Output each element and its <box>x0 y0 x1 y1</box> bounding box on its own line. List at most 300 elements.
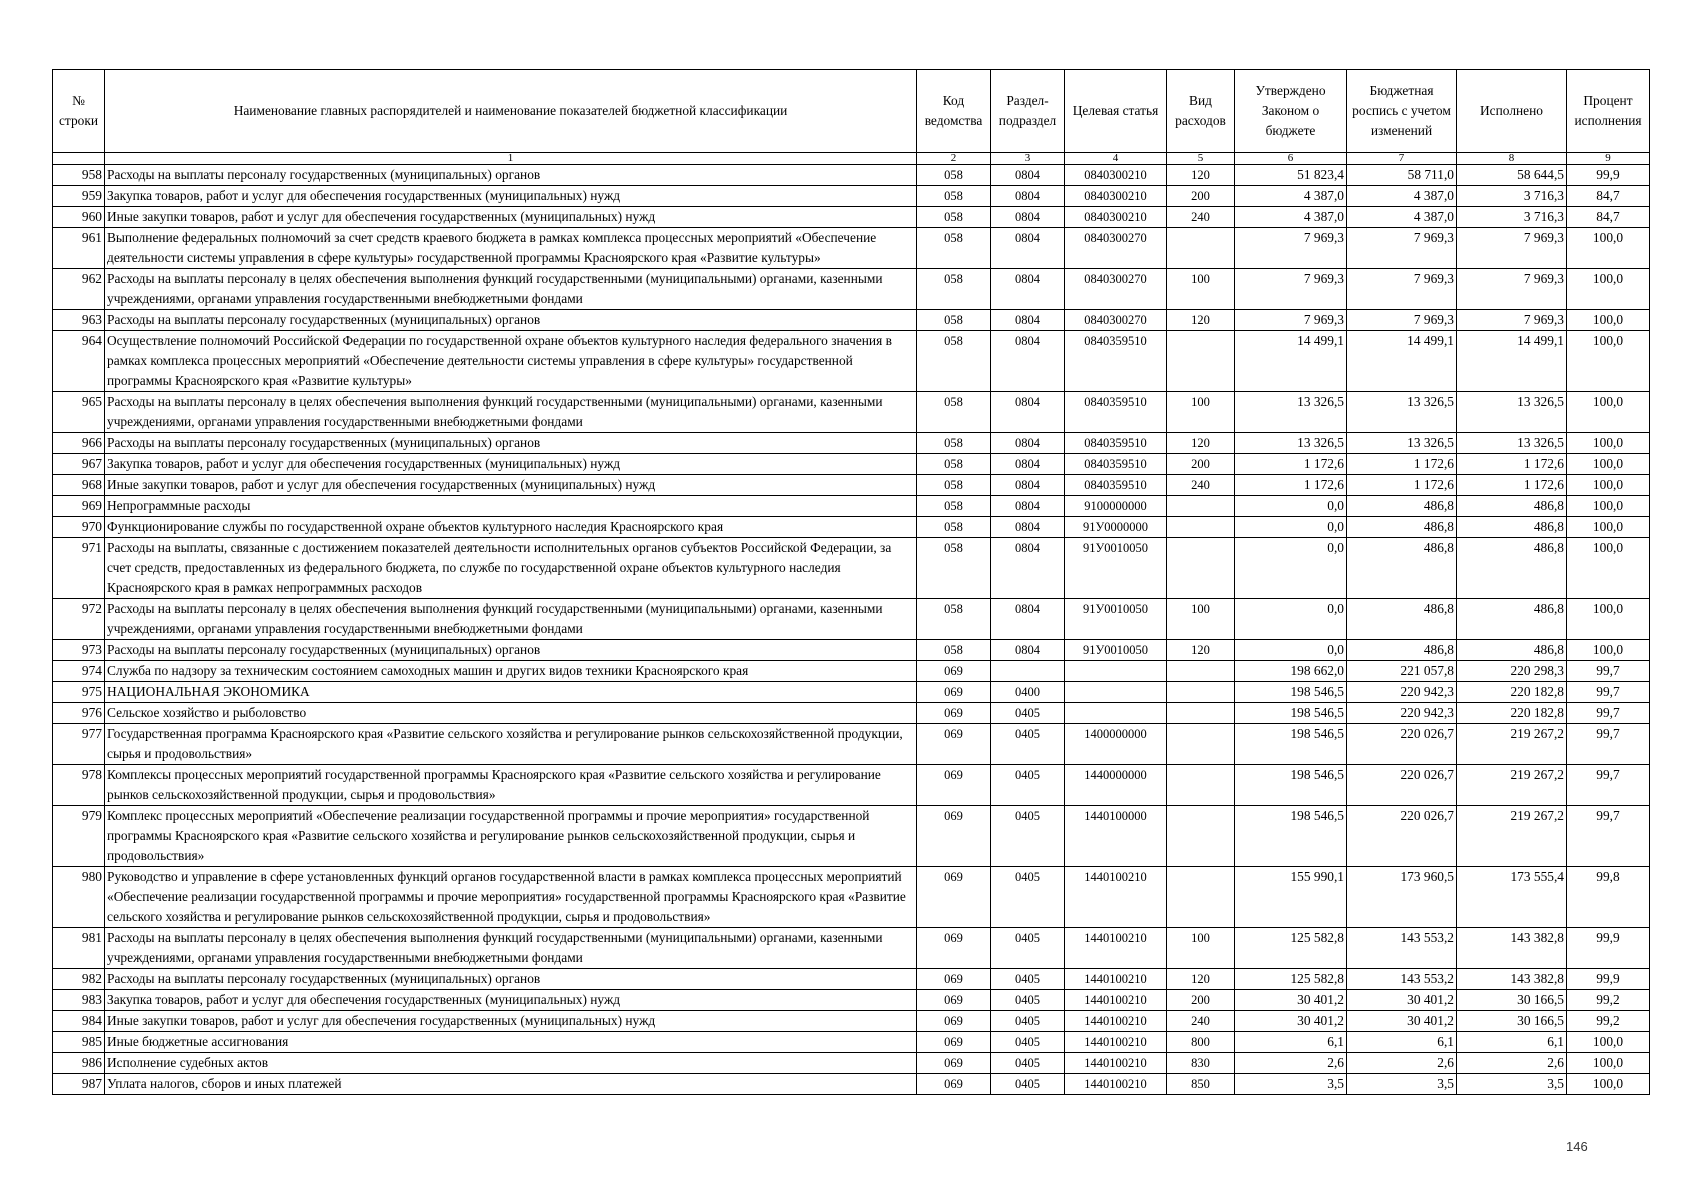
section-cell: 0804 <box>991 496 1065 517</box>
indicator-name-cell: Закупка товаров, работ и услуг для обеспечения государственных (муниципальных) нужд <box>105 186 917 207</box>
expense-type-cell <box>1167 228 1235 269</box>
target-article-cell <box>1065 661 1167 682</box>
expense-type-cell: 200 <box>1167 990 1235 1011</box>
section-cell: 0804 <box>991 640 1065 661</box>
table-row <box>53 640 1650 661</box>
executed-amount-cell: 143 382,8 <box>1457 928 1567 969</box>
executed-amount-cell: 30 166,5 <box>1457 1011 1567 1032</box>
dept-code-cell: 058 <box>917 496 991 517</box>
target-article-cell: 1440100210 <box>1065 928 1167 969</box>
row-number-cell: 959 <box>53 186 105 207</box>
dept-code-cell: 058 <box>917 475 991 496</box>
table-row <box>53 599 1650 640</box>
section-cell: 0405 <box>991 765 1065 806</box>
expense-type-cell <box>1167 703 1235 724</box>
table-row <box>53 806 1650 867</box>
header-executed: Исполнено <box>1457 70 1567 153</box>
page-number: 146 <box>1566 1139 1588 1154</box>
target-article-cell: 1440100210 <box>1065 990 1167 1011</box>
executed-amount-cell: 1 172,6 <box>1457 454 1567 475</box>
row-number-cell: 973 <box>53 640 105 661</box>
table-row <box>53 1074 1650 1095</box>
target-article-cell: 0840359510 <box>1065 433 1167 454</box>
col-number: 1 <box>105 153 917 165</box>
row-number-cell: 982 <box>53 969 105 990</box>
table-row <box>53 269 1650 310</box>
row-number-cell: 983 <box>53 990 105 1011</box>
section-cell: 0804 <box>991 331 1065 392</box>
budget-list-amount-cell: 6,1 <box>1347 1032 1457 1053</box>
row-number-cell: 961 <box>53 228 105 269</box>
dept-code-cell: 069 <box>917 703 991 724</box>
dept-code-cell: 069 <box>917 724 991 765</box>
indicator-name-cell: Закупка товаров, работ и услуг для обеспечения государственных (муниципальных) нужд <box>105 990 917 1011</box>
budget-list-amount-cell: 7 969,3 <box>1347 228 1457 269</box>
budget-list-amount-cell: 2,6 <box>1347 1053 1457 1074</box>
budget-list-amount-cell: 486,8 <box>1347 599 1457 640</box>
approved-amount-cell: 7 969,3 <box>1235 269 1347 310</box>
target-article-cell: 91У0010050 <box>1065 599 1167 640</box>
indicator-name-cell: Расходы на выплаты, связанные с достижением показателей деятельности исполнительных органов субъектов Российской Федерации, за счет средств, предоставленных из федерального бюджета, по службе по государственной охране объектов культурного наследия Красноярского края в рамках непрограммных расходов <box>105 538 917 599</box>
dept-code-cell: 069 <box>917 765 991 806</box>
executed-amount-cell: 30 166,5 <box>1457 990 1567 1011</box>
table-row <box>53 703 1650 724</box>
dept-code-cell: 058 <box>917 186 991 207</box>
executed-amount-cell: 7 969,3 <box>1457 269 1567 310</box>
indicator-name-cell: Уплата налогов, сборов и иных платежей <box>105 1074 917 1095</box>
section-cell: 0405 <box>991 806 1065 867</box>
approved-amount-cell: 198 546,5 <box>1235 806 1347 867</box>
percent-cell: 99,2 <box>1567 990 1650 1011</box>
executed-amount-cell: 220 298,3 <box>1457 661 1567 682</box>
section-cell: 0804 <box>991 207 1065 228</box>
percent-cell: 100,0 <box>1567 475 1650 496</box>
percent-cell: 100,0 <box>1567 538 1650 599</box>
section-cell: 0405 <box>991 990 1065 1011</box>
dept-code-cell: 058 <box>917 392 991 433</box>
row-number-cell: 977 <box>53 724 105 765</box>
budget-list-amount-cell: 13 326,5 <box>1347 392 1457 433</box>
executed-amount-cell: 58 644,5 <box>1457 165 1567 186</box>
expense-type-cell: 830 <box>1167 1053 1235 1074</box>
indicator-name-cell: Функционирование службы по государственной охране объектов культурного наследия Красноярского края <box>105 517 917 538</box>
executed-amount-cell: 220 182,8 <box>1457 682 1567 703</box>
section-cell: 0804 <box>991 269 1065 310</box>
executed-amount-cell: 219 267,2 <box>1457 765 1567 806</box>
expense-type-cell <box>1167 661 1235 682</box>
approved-amount-cell: 198 546,5 <box>1235 724 1347 765</box>
expense-type-cell: 850 <box>1167 1074 1235 1095</box>
target-article-cell: 1440100210 <box>1065 867 1167 928</box>
table-row <box>53 969 1650 990</box>
target-article-cell: 91У0000000 <box>1065 517 1167 538</box>
budget-list-amount-cell: 220 026,7 <box>1347 765 1457 806</box>
dept-code-cell: 058 <box>917 165 991 186</box>
approved-amount-cell: 0,0 <box>1235 599 1347 640</box>
indicator-name-cell: Сельское хозяйство и рыболовство <box>105 703 917 724</box>
row-number-cell: 964 <box>53 331 105 392</box>
row-number-cell: 972 <box>53 599 105 640</box>
dept-code-cell: 069 <box>917 1032 991 1053</box>
header-percent: Процент исполнения <box>1567 70 1650 153</box>
target-article-cell: 9100000000 <box>1065 496 1167 517</box>
section-cell: 0804 <box>991 599 1065 640</box>
section-cell: 0405 <box>991 1053 1065 1074</box>
row-number-cell: 987 <box>53 1074 105 1095</box>
expense-type-cell <box>1167 538 1235 599</box>
budget-list-amount-cell: 30 401,2 <box>1347 990 1457 1011</box>
executed-amount-cell: 173 555,4 <box>1457 867 1567 928</box>
approved-amount-cell: 14 499,1 <box>1235 331 1347 392</box>
percent-cell: 99,7 <box>1567 724 1650 765</box>
table-row <box>53 538 1650 599</box>
row-number-cell: 980 <box>53 867 105 928</box>
section-cell: 0804 <box>991 538 1065 599</box>
section-cell: 0804 <box>991 310 1065 331</box>
approved-amount-cell: 0,0 <box>1235 517 1347 538</box>
indicator-name-cell: Расходы на выплаты персоналу государственных (муниципальных) органов <box>105 165 917 186</box>
budget-list-amount-cell: 58 711,0 <box>1347 165 1457 186</box>
percent-cell: 99,9 <box>1567 928 1650 969</box>
indicator-name-cell: Служба по надзору за техническим состоянием самоходных машин и других видов техники Красноярского края <box>105 661 917 682</box>
expense-type-cell <box>1167 806 1235 867</box>
approved-amount-cell: 4 387,0 <box>1235 186 1347 207</box>
indicator-name-cell: Иные закупки товаров, работ и услуг для обеспечения государственных (муниципальных) нужд <box>105 1011 917 1032</box>
executed-amount-cell: 7 969,3 <box>1457 310 1567 331</box>
executed-amount-cell: 486,8 <box>1457 538 1567 599</box>
approved-amount-cell: 198 546,5 <box>1235 682 1347 703</box>
table-row <box>53 496 1650 517</box>
budget-list-amount-cell: 14 499,1 <box>1347 331 1457 392</box>
indicator-name-cell: Расходы на выплаты персоналу государственных (муниципальных) органов <box>105 310 917 331</box>
row-number-cell: 965 <box>53 392 105 433</box>
row-number-cell: 986 <box>53 1053 105 1074</box>
target-article-cell: 1440100210 <box>1065 969 1167 990</box>
table-row <box>53 433 1650 454</box>
percent-cell: 100,0 <box>1567 454 1650 475</box>
indicator-name-cell: Непрограммные расходы <box>105 496 917 517</box>
executed-amount-cell: 7 969,3 <box>1457 228 1567 269</box>
executed-amount-cell: 14 499,1 <box>1457 331 1567 392</box>
header-name: Наименование главных распорядителей и наименование показателей бюджетной классификации <box>105 70 917 153</box>
approved-amount-cell: 0,0 <box>1235 496 1347 517</box>
target-article-cell: 1440100210 <box>1065 1032 1167 1053</box>
target-article-cell: 0840359510 <box>1065 475 1167 496</box>
budget-list-amount-cell: 220 026,7 <box>1347 724 1457 765</box>
target-article-cell: 1440000000 <box>1065 765 1167 806</box>
table-row <box>53 186 1650 207</box>
target-article-cell: 1440100210 <box>1065 1074 1167 1095</box>
dept-code-cell: 058 <box>917 640 991 661</box>
expense-type-cell <box>1167 724 1235 765</box>
expense-type-cell: 200 <box>1167 454 1235 475</box>
approved-amount-cell: 30 401,2 <box>1235 1011 1347 1032</box>
indicator-name-cell: Иные бюджетные ассигнования <box>105 1032 917 1053</box>
percent-cell: 84,7 <box>1567 207 1650 228</box>
target-article-cell: 0840300210 <box>1065 165 1167 186</box>
table-row <box>53 682 1650 703</box>
table-row <box>53 392 1650 433</box>
percent-cell: 100,0 <box>1567 228 1650 269</box>
dept-code-cell: 058 <box>917 310 991 331</box>
table-row <box>53 724 1650 765</box>
target-article-cell <box>1065 682 1167 703</box>
indicator-name-cell: Расходы на выплаты персоналу в целях обеспечения выполнения функций государственными (муниципальными) органами, казенными учреждениями, органами управления государственными внебюджетными фондами <box>105 392 917 433</box>
approved-amount-cell: 2,6 <box>1235 1053 1347 1074</box>
executed-amount-cell: 6,1 <box>1457 1032 1567 1053</box>
approved-amount-cell: 6,1 <box>1235 1032 1347 1053</box>
approved-amount-cell: 198 546,5 <box>1235 703 1347 724</box>
percent-cell: 100,0 <box>1567 496 1650 517</box>
row-number-cell: 968 <box>53 475 105 496</box>
col-number: 4 <box>1065 153 1167 165</box>
row-number-cell: 962 <box>53 269 105 310</box>
percent-cell: 99,2 <box>1567 1011 1650 1032</box>
executed-amount-cell: 3 716,3 <box>1457 186 1567 207</box>
table-row <box>53 207 1650 228</box>
indicator-name-cell: Руководство и управление в сфере установленных функций органов государственной власти в рамках комплекса процессных мероприятий «Обеспечение реализации государственной программы и прочие мероприятия» государственной программы Красноярского края «Развитие сельского хозяйства и регулирование рынков сельскохозяйственной продукции, сырья и продовольствия» <box>105 867 917 928</box>
section-cell: 0405 <box>991 1032 1065 1053</box>
indicator-name-cell: НАЦИОНАЛЬНАЯ ЭКОНОМИКА <box>105 682 917 703</box>
approved-amount-cell: 125 582,8 <box>1235 928 1347 969</box>
budget-list-amount-cell: 221 057,8 <box>1347 661 1457 682</box>
expense-type-cell <box>1167 517 1235 538</box>
budget-list-amount-cell: 173 960,5 <box>1347 867 1457 928</box>
budget-list-amount-cell: 30 401,2 <box>1347 1011 1457 1032</box>
percent-cell: 100,0 <box>1567 331 1650 392</box>
dept-code-cell: 058 <box>917 433 991 454</box>
dept-code-cell: 069 <box>917 928 991 969</box>
section-cell: 0405 <box>991 969 1065 990</box>
header-dept-code: Код ведомства <box>917 70 991 153</box>
header-expense-type: Вид расходов <box>1167 70 1235 153</box>
row-number-cell: 970 <box>53 517 105 538</box>
dept-code-cell: 069 <box>917 969 991 990</box>
target-article-cell: 1400000000 <box>1065 724 1167 765</box>
dept-code-cell: 069 <box>917 806 991 867</box>
row-number-cell: 967 <box>53 454 105 475</box>
row-number-cell: 981 <box>53 928 105 969</box>
percent-cell: 100,0 <box>1567 1074 1650 1095</box>
approved-amount-cell: 7 969,3 <box>1235 310 1347 331</box>
expense-type-cell <box>1167 331 1235 392</box>
expense-type-cell: 100 <box>1167 269 1235 310</box>
indicator-name-cell: Закупка товаров, работ и услуг для обеспечения государственных (муниципальных) нужд <box>105 454 917 475</box>
table-body <box>53 165 1650 1095</box>
budget-list-amount-cell: 220 942,3 <box>1347 682 1457 703</box>
expense-type-cell: 240 <box>1167 475 1235 496</box>
row-number-cell: 984 <box>53 1011 105 1032</box>
approved-amount-cell: 3,5 <box>1235 1074 1347 1095</box>
percent-cell: 99,7 <box>1567 765 1650 806</box>
section-cell: 0400 <box>991 682 1065 703</box>
section-cell: 0804 <box>991 517 1065 538</box>
expense-type-cell <box>1167 496 1235 517</box>
section-cell: 0405 <box>991 928 1065 969</box>
target-article-cell: 1440100210 <box>1065 1011 1167 1032</box>
budget-list-amount-cell: 486,8 <box>1347 640 1457 661</box>
row-number-cell: 974 <box>53 661 105 682</box>
table-row <box>53 1032 1650 1053</box>
header-row <box>53 70 1650 153</box>
table-row <box>53 310 1650 331</box>
approved-amount-cell: 0,0 <box>1235 640 1347 661</box>
percent-cell: 99,7 <box>1567 682 1650 703</box>
approved-amount-cell: 155 990,1 <box>1235 867 1347 928</box>
budget-list-amount-cell: 486,8 <box>1347 496 1457 517</box>
section-cell: 0405 <box>991 867 1065 928</box>
expense-type-cell <box>1167 682 1235 703</box>
budget-execution-table <box>52 69 1650 1095</box>
percent-cell: 100,0 <box>1567 1053 1650 1074</box>
indicator-name-cell: Расходы на выплаты персоналу в целях обеспечения выполнения функций государственными (муниципальными) органами, казенными учреждениями, органами управления государственными внебюджетными фондами <box>105 269 917 310</box>
executed-amount-cell: 486,8 <box>1457 496 1567 517</box>
header-target-article: Целевая статья <box>1065 70 1167 153</box>
dept-code-cell: 069 <box>917 1074 991 1095</box>
expense-type-cell: 120 <box>1167 433 1235 454</box>
executed-amount-cell: 143 382,8 <box>1457 969 1567 990</box>
expense-type-cell: 100 <box>1167 928 1235 969</box>
approved-amount-cell: 198 546,5 <box>1235 765 1347 806</box>
executed-amount-cell: 220 182,8 <box>1457 703 1567 724</box>
target-article-cell: 0840300270 <box>1065 310 1167 331</box>
table-row <box>53 990 1650 1011</box>
row-number-cell: 969 <box>53 496 105 517</box>
dept-code-cell: 058 <box>917 228 991 269</box>
col-number: 2 <box>917 153 991 165</box>
approved-amount-cell: 51 823,4 <box>1235 165 1347 186</box>
target-article-cell: 91У0010050 <box>1065 538 1167 599</box>
section-cell: 0405 <box>991 1074 1065 1095</box>
indicator-name-cell: Выполнение федеральных полномочий за счет средств краевого бюджета в рамках комплекса процессных мероприятий «Обеспечение деятельности системы управления в сфере культуры» государственной программы Красноярского края «Развитие культуры» <box>105 228 917 269</box>
indicator-name-cell: Расходы на выплаты персоналу в целях обеспечения выполнения функций государственными (муниципальными) органами, казенными учреждениями, органами управления государственными внебюджетными фондами <box>105 599 917 640</box>
row-number-cell: 971 <box>53 538 105 599</box>
target-article-cell: 0840300270 <box>1065 269 1167 310</box>
section-cell: 0804 <box>991 392 1065 433</box>
executed-amount-cell: 486,8 <box>1457 640 1567 661</box>
table-row <box>53 454 1650 475</box>
executed-amount-cell: 13 326,5 <box>1457 392 1567 433</box>
section-cell <box>991 661 1065 682</box>
expense-type-cell: 100 <box>1167 392 1235 433</box>
dept-code-cell: 058 <box>917 454 991 475</box>
indicator-name-cell: Комплексы процессных мероприятий государственной программы Красноярского края «Развитие сельского хозяйства и регулирование рынков сельскохозяйственной продукции, сырья и продовольствия» <box>105 765 917 806</box>
col-number: 5 <box>1167 153 1235 165</box>
budget-list-amount-cell: 13 326,5 <box>1347 433 1457 454</box>
target-article-cell: 0840300210 <box>1065 207 1167 228</box>
executed-amount-cell: 3 716,3 <box>1457 207 1567 228</box>
col-number: 3 <box>991 153 1065 165</box>
table-row <box>53 765 1650 806</box>
dept-code-cell: 058 <box>917 538 991 599</box>
table-row <box>53 928 1650 969</box>
section-cell: 0804 <box>991 433 1065 454</box>
executed-amount-cell: 2,6 <box>1457 1053 1567 1074</box>
approved-amount-cell: 30 401,2 <box>1235 990 1347 1011</box>
expense-type-cell <box>1167 765 1235 806</box>
approved-amount-cell: 4 387,0 <box>1235 207 1347 228</box>
percent-cell: 100,0 <box>1567 392 1650 433</box>
expense-type-cell: 200 <box>1167 186 1235 207</box>
header-approved: Утверждено Законом о бюджете <box>1235 70 1347 153</box>
percent-cell: 99,7 <box>1567 806 1650 867</box>
percent-cell: 100,0 <box>1567 640 1650 661</box>
row-number-cell: 958 <box>53 165 105 186</box>
dept-code-cell: 069 <box>917 990 991 1011</box>
dept-code-cell: 069 <box>917 867 991 928</box>
budget-list-amount-cell: 4 387,0 <box>1347 207 1457 228</box>
target-article-cell: 0840300210 <box>1065 186 1167 207</box>
approved-amount-cell: 0,0 <box>1235 538 1347 599</box>
dept-code-cell: 058 <box>917 331 991 392</box>
table-row <box>53 661 1650 682</box>
table-row <box>53 228 1650 269</box>
expense-type-cell: 240 <box>1167 207 1235 228</box>
row-number-cell: 966 <box>53 433 105 454</box>
percent-cell: 100,0 <box>1567 517 1650 538</box>
header-budget-list: Бюджетная роспись с учетом изменений <box>1347 70 1457 153</box>
row-number-cell: 963 <box>53 310 105 331</box>
column-number-row <box>53 153 1650 165</box>
section-cell: 0804 <box>991 186 1065 207</box>
approved-amount-cell: 125 582,8 <box>1235 969 1347 990</box>
approved-amount-cell: 1 172,6 <box>1235 454 1347 475</box>
section-cell: 0405 <box>991 724 1065 765</box>
dept-code-cell: 058 <box>917 517 991 538</box>
table-row <box>53 331 1650 392</box>
executed-amount-cell: 486,8 <box>1457 599 1567 640</box>
indicator-name-cell: Расходы на выплаты персоналу государственных (муниципальных) органов <box>105 969 917 990</box>
target-article-cell <box>1065 703 1167 724</box>
target-article-cell: 0840359510 <box>1065 331 1167 392</box>
expense-type-cell: 240 <box>1167 1011 1235 1032</box>
indicator-name-cell: Иные закупки товаров, работ и услуг для обеспечения государственных (муниципальных) нужд <box>105 475 917 496</box>
dept-code-cell: 069 <box>917 1011 991 1032</box>
section-cell: 0804 <box>991 454 1065 475</box>
expense-type-cell <box>1167 867 1235 928</box>
header-section: Раздел-подраздел <box>991 70 1065 153</box>
percent-cell: 99,9 <box>1567 969 1650 990</box>
percent-cell: 99,9 <box>1567 165 1650 186</box>
percent-cell: 100,0 <box>1567 433 1650 454</box>
table-row <box>53 867 1650 928</box>
expense-type-cell: 120 <box>1167 969 1235 990</box>
row-number-cell: 985 <box>53 1032 105 1053</box>
col-number: 8 <box>1457 153 1567 165</box>
indicator-name-cell: Расходы на выплаты персоналу в целях обеспечения выполнения функций государственными (муниципальными) органами, казенными учреждениями, органами управления государственными внебюджетными фондами <box>105 928 917 969</box>
budget-list-amount-cell: 220 026,7 <box>1347 806 1457 867</box>
section-cell: 0804 <box>991 475 1065 496</box>
target-article-cell: 0840359510 <box>1065 392 1167 433</box>
dept-code-cell: 058 <box>917 599 991 640</box>
indicator-name-cell: Осуществление полномочий Российской Федерации по государственной охране объектов культурного наследия федерального значения в рамках комплекса процессных мероприятий «Обеспечение деятельности системы управления в сфере культуры» государственной программы Красноярского края «Развитие культуры» <box>105 331 917 392</box>
percent-cell: 100,0 <box>1567 269 1650 310</box>
row-number-cell: 979 <box>53 806 105 867</box>
col-number: 7 <box>1347 153 1457 165</box>
executed-amount-cell: 1 172,6 <box>1457 475 1567 496</box>
table-row <box>53 475 1650 496</box>
percent-cell: 99,7 <box>1567 703 1650 724</box>
section-cell: 0405 <box>991 1011 1065 1032</box>
executed-amount-cell: 13 326,5 <box>1457 433 1567 454</box>
target-article-cell: 0840359510 <box>1065 454 1167 475</box>
col-number <box>53 153 105 165</box>
section-cell: 0405 <box>991 703 1065 724</box>
budget-list-amount-cell: 143 553,2 <box>1347 928 1457 969</box>
row-number-cell: 976 <box>53 703 105 724</box>
budget-list-amount-cell: 486,8 <box>1347 538 1457 599</box>
table-row <box>53 1053 1650 1074</box>
